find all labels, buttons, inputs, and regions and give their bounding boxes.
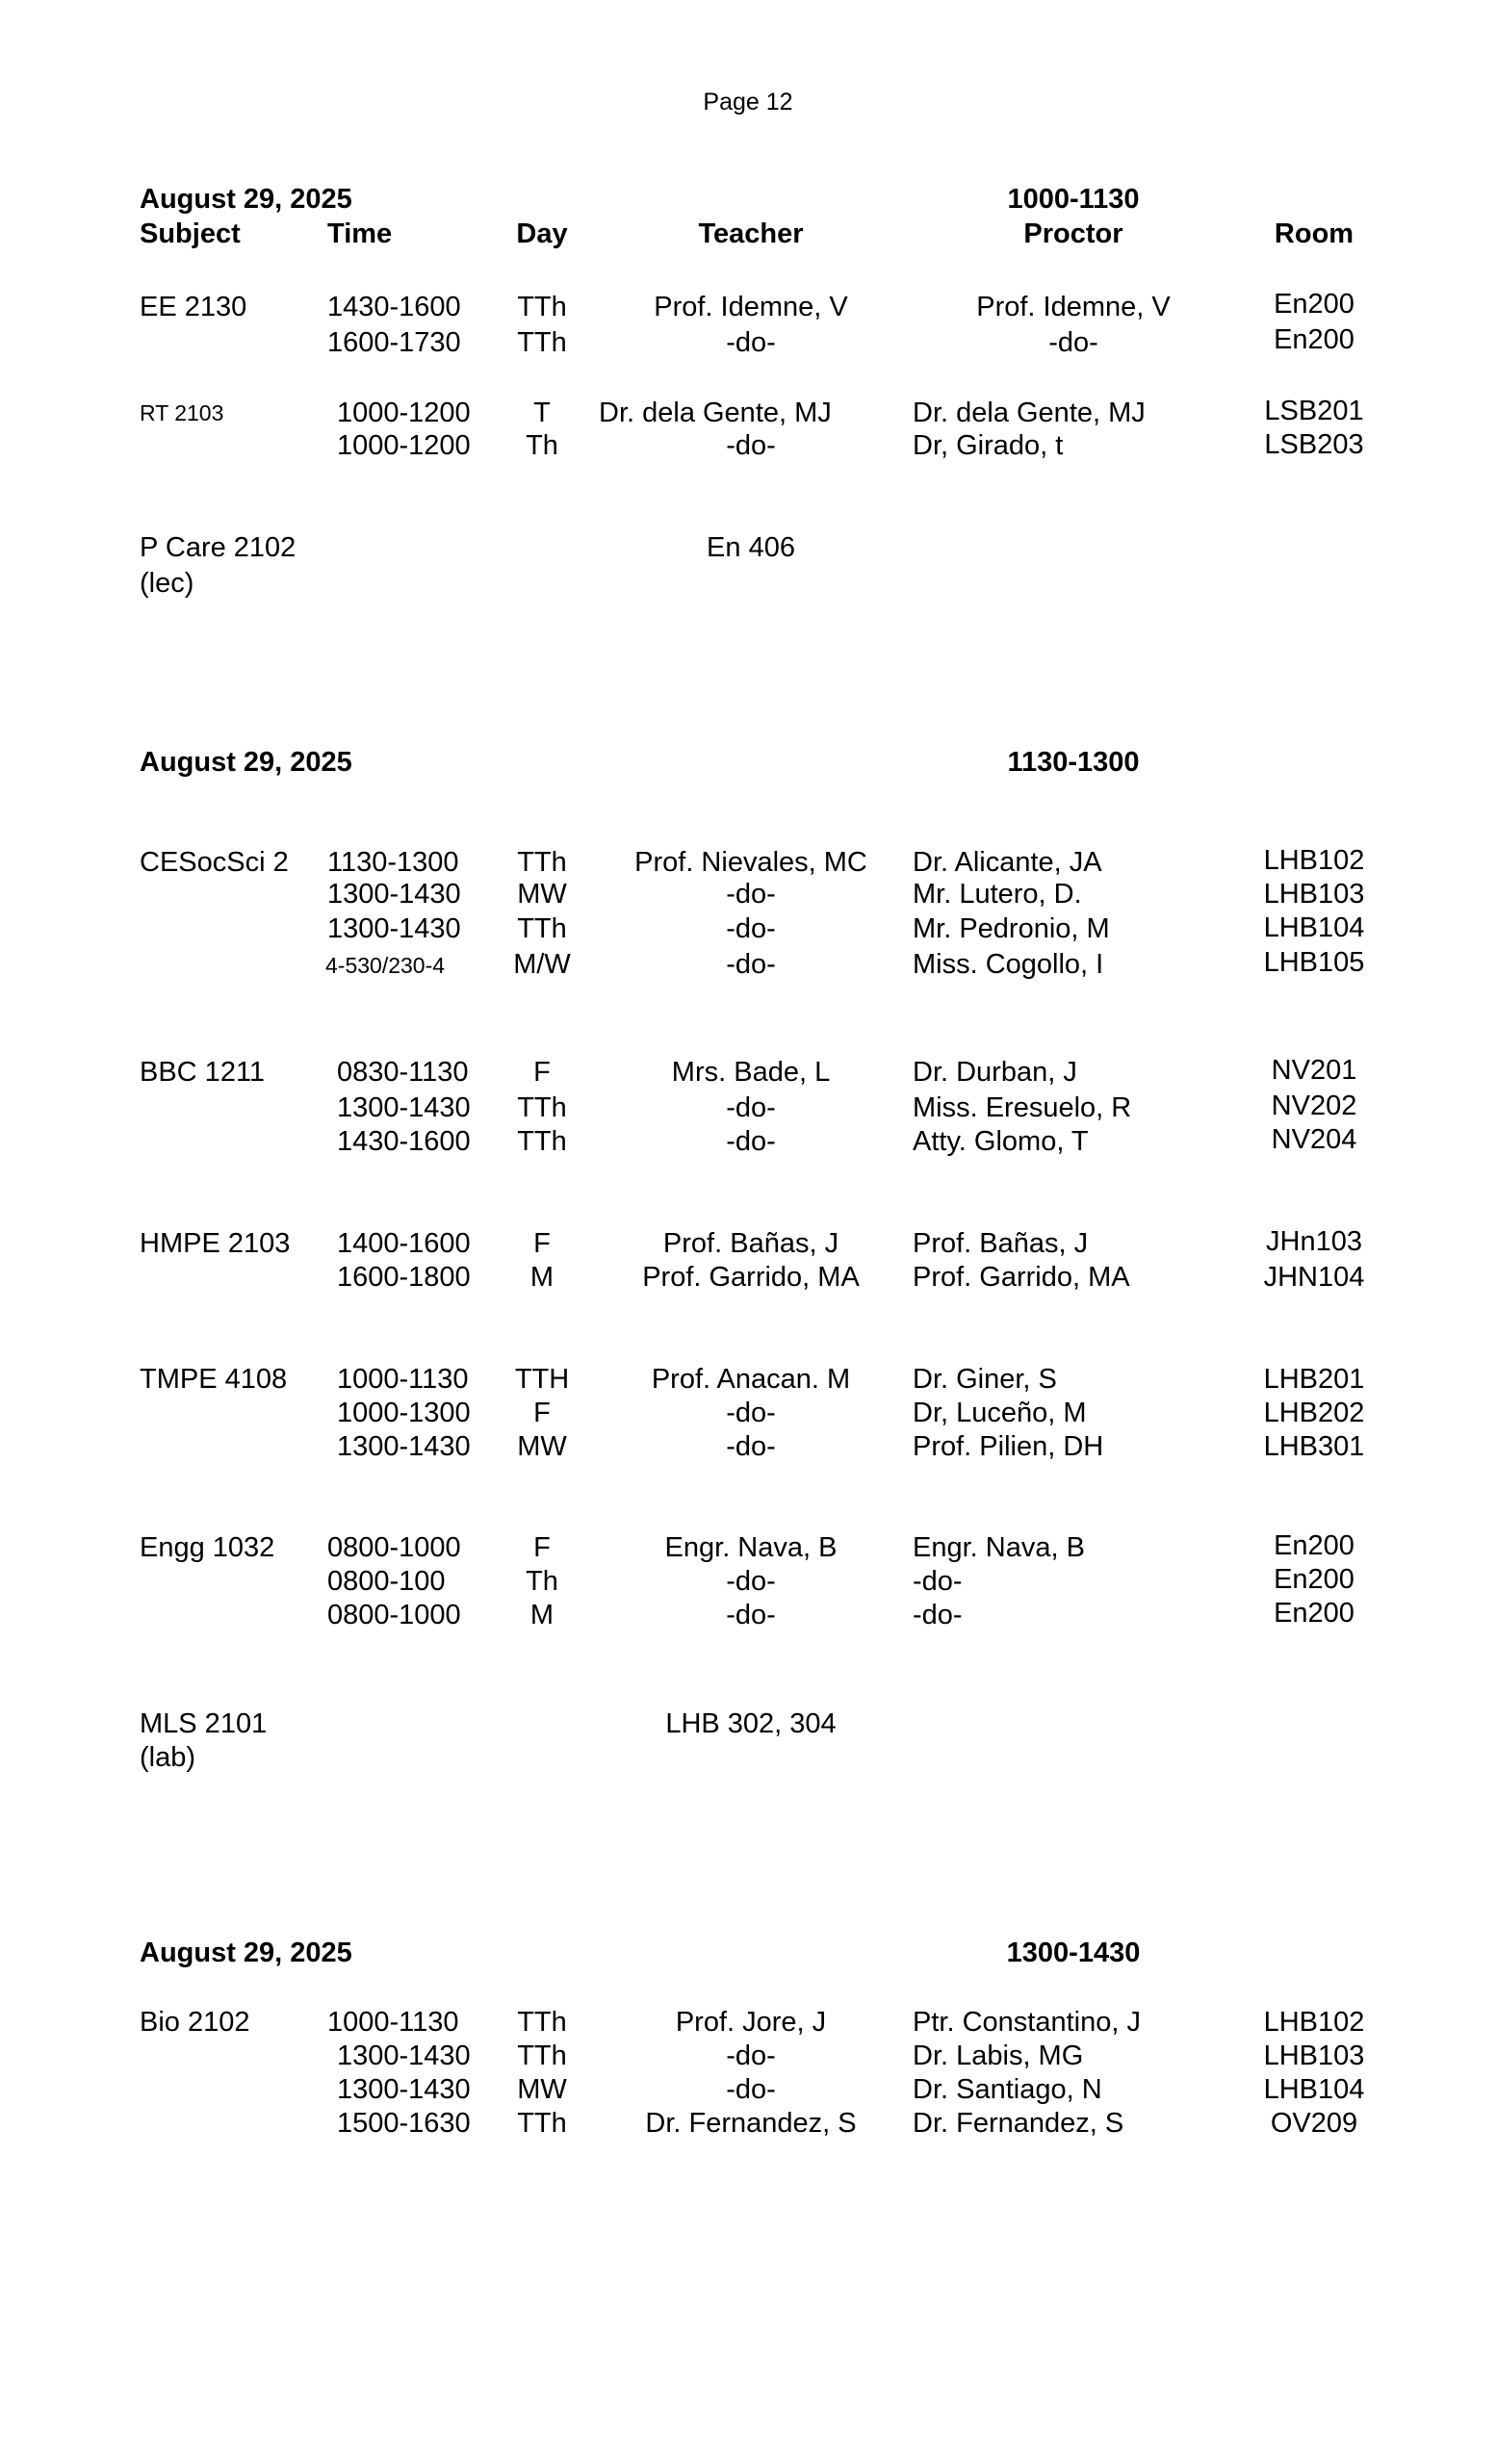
- row-room: LHB202: [1263, 1398, 1365, 1428]
- row-proctor: Atty. Glomo, T: [913, 1126, 1089, 1157]
- row-proctor: Prof. Idemne, V: [976, 292, 1171, 322]
- row-teacher: -do-: [726, 2040, 776, 2071]
- header-proctor: Proctor: [1023, 218, 1123, 249]
- row-room: JHn103: [1266, 1226, 1362, 1257]
- course-subject: TMPE 4108: [140, 1364, 288, 1395]
- row-day: M: [529, 1262, 555, 1293]
- row-teacher: Prof. Anacan. M: [651, 1364, 851, 1395]
- row-room: En200: [1274, 289, 1354, 320]
- row-proctor: Prof. Pilien, DH: [913, 1431, 1104, 1462]
- row-room: LHB103: [1263, 2040, 1365, 2071]
- block-date: August 29, 2025: [140, 184, 352, 215]
- row-proctor: Dr. Labis, MG: [913, 2040, 1084, 2071]
- row-room: LHB104: [1263, 912, 1365, 943]
- row-room: NV202: [1271, 1091, 1357, 1121]
- row-teacher: -do-: [726, 1126, 776, 1157]
- row-day: TTh: [517, 2007, 567, 2038]
- row-teacher: -do-: [726, 2074, 776, 2105]
- row-room: NV204: [1271, 1124, 1357, 1155]
- row-room: LHB104: [1263, 2074, 1365, 2105]
- row-room: LHB102: [1263, 2007, 1365, 2038]
- row-room: JHN104: [1263, 1262, 1365, 1293]
- row-teacher: Dr. Fernandez, S: [645, 2108, 857, 2139]
- row-time: 1500-1630: [337, 2108, 471, 2139]
- row-teacher: -do-: [726, 1398, 776, 1428]
- row-time: 1400-1600: [337, 1228, 471, 1259]
- row-proctor: -do-: [1048, 327, 1098, 358]
- row-time: 1600-1800: [337, 1262, 471, 1293]
- course-subject: CESocSci 2: [140, 847, 289, 878]
- header-day: Day: [516, 218, 568, 249]
- block-time-slot: 1000-1130: [1007, 184, 1140, 215]
- course-subject: MLS 2101: [140, 1708, 268, 1739]
- row-proctor: Dr. dela Gente, MJ: [913, 398, 1146, 428]
- row-proctor: Dr. Fernandez, S: [913, 2108, 1124, 2139]
- header-time: Time: [327, 218, 393, 249]
- row-time: 0800-1000: [327, 1532, 461, 1563]
- row-teacher: -do-: [726, 1431, 776, 1462]
- row-time: 0800-100: [327, 1566, 446, 1597]
- row-time: 1130-1300: [327, 847, 459, 878]
- row-day: TTh: [517, 913, 567, 944]
- row-proctor: Miss. Cogollo, I: [913, 949, 1104, 980]
- row-day: F: [533, 1532, 551, 1563]
- row-time: 1000-1300: [337, 1398, 471, 1428]
- row-time: 1300-1430: [327, 879, 461, 910]
- header-room: Room: [1274, 218, 1354, 249]
- row-room: En200: [1274, 1598, 1354, 1629]
- row-proctor: Dr. Alicante, JA: [913, 847, 1102, 878]
- row-room: En200: [1274, 1530, 1354, 1561]
- block-time-slot: 1130-1300: [1007, 747, 1140, 778]
- row-proctor: Dr, Luceño, M: [913, 1398, 1087, 1428]
- row-room: NV201: [1271, 1055, 1357, 1086]
- block-date: August 29, 2025: [140, 747, 352, 778]
- row-time: 4-530/230-4: [325, 953, 446, 978]
- row-day: MW: [517, 879, 567, 910]
- row-time: 0800-1000: [327, 1600, 461, 1630]
- row-teacher: Dr. dela Gente, MJ: [599, 398, 832, 428]
- page-number: Page 12: [703, 89, 793, 116]
- row-teacher: -do-: [726, 327, 776, 358]
- row-teacher: -do-: [726, 913, 776, 944]
- row-day: TTh: [517, 1092, 567, 1123]
- row-proctor: Dr, Girado, t: [913, 430, 1064, 461]
- course-subject: P Care 2102: [140, 532, 297, 563]
- row-day: Th: [526, 430, 558, 461]
- course-subject-note: (lec): [140, 568, 194, 599]
- row-day: TTh: [517, 2040, 567, 2071]
- row-day: F: [533, 1228, 551, 1259]
- course-subject: HMPE 2103: [140, 1228, 291, 1259]
- row-time: 1300-1430: [337, 1431, 471, 1462]
- row-teacher: Engr. Nava, B: [664, 1532, 838, 1563]
- header-subject: Subject: [140, 218, 241, 249]
- row-teacher: Prof. Bañas, J: [662, 1228, 839, 1259]
- row-day: TTh: [517, 2108, 567, 2139]
- row-time: 0830-1130: [337, 1057, 469, 1088]
- row-room: En200: [1274, 1564, 1354, 1595]
- row-proctor: Engr. Nava, B: [913, 1532, 1085, 1563]
- row-day: MW: [517, 1431, 567, 1462]
- row-day: TTH: [514, 1364, 570, 1395]
- row-proctor: Prof. Garrido, MA: [913, 1262, 1130, 1293]
- row-time: 1300-1430: [327, 913, 461, 944]
- row-proctor: Mr. Lutero, D.: [913, 879, 1082, 910]
- row-proctor: Dr. Santiago, N: [913, 2074, 1102, 2105]
- course-room-note: En 406: [707, 532, 795, 563]
- block-date: August 29, 2025: [140, 1938, 352, 1968]
- row-day: F: [533, 1057, 551, 1088]
- course-subject: EE 2130: [140, 292, 247, 322]
- row-teacher: -do-: [726, 1566, 776, 1597]
- row-teacher: Prof. Garrido, MA: [642, 1262, 860, 1293]
- row-room: OV209: [1270, 2108, 1358, 2139]
- row-time: 1300-1430: [337, 2040, 471, 2071]
- row-time: 1000-1200: [337, 430, 471, 461]
- course-subject: BBC 1211: [140, 1057, 266, 1088]
- row-room: LSB201: [1264, 396, 1364, 426]
- row-time: 1000-1130: [327, 2007, 459, 2038]
- row-proctor: Dr. Giner, S: [913, 1364, 1057, 1395]
- row-teacher: -do-: [726, 430, 776, 461]
- row-room: LHB103: [1263, 879, 1365, 910]
- row-time: 1300-1430: [337, 1092, 471, 1123]
- row-teacher: Mrs. Bade, L: [671, 1057, 831, 1088]
- row-time: 1300-1430: [337, 2074, 471, 2105]
- row-day: T: [533, 398, 551, 428]
- row-proctor: Dr. Durban, J: [913, 1057, 1077, 1088]
- row-time: 1000-1130: [337, 1364, 469, 1395]
- row-proctor: -do-: [913, 1600, 963, 1630]
- row-teacher: -do-: [726, 949, 776, 980]
- row-proctor: Prof. Bañas, J: [913, 1228, 1089, 1259]
- block-time-slot: 1300-1430: [1006, 1938, 1141, 1968]
- row-teacher: -do-: [726, 1092, 776, 1123]
- row-day: TTh: [517, 847, 567, 878]
- row-day: Th: [526, 1566, 558, 1597]
- row-day: TTh: [517, 327, 567, 358]
- row-teacher: Prof. Nievales, MC: [634, 847, 867, 878]
- row-time: 1600-1730: [327, 327, 461, 358]
- row-room: LHB201: [1263, 1364, 1365, 1395]
- course-subject-note: (lab): [140, 1742, 196, 1773]
- row-time: 1430-1600: [327, 292, 461, 322]
- row-teacher: Prof. Jore, J: [675, 2007, 827, 2038]
- header-teacher: Teacher: [698, 218, 804, 249]
- course-room-note: LHB 302, 304: [665, 1708, 837, 1739]
- row-room: LSB203: [1264, 429, 1364, 460]
- row-proctor: -do-: [913, 1566, 963, 1597]
- course-subject: RT 2103: [140, 400, 224, 425]
- row-proctor: Ptr. Constantino, J: [913, 2007, 1141, 2038]
- row-time: 1000-1200: [337, 398, 471, 428]
- row-day: TTh: [517, 292, 567, 322]
- row-proctor: Mr. Pedronio, M: [913, 913, 1110, 944]
- row-teacher: -do-: [726, 879, 776, 910]
- row-day: MW: [517, 2074, 567, 2105]
- row-room: LHB105: [1263, 947, 1365, 978]
- row-proctor: Miss. Eresuelo, R: [913, 1092, 1132, 1123]
- row-day: M: [529, 1600, 555, 1630]
- row-time: 1430-1600: [337, 1126, 471, 1157]
- row-room: LHB301: [1263, 1431, 1365, 1462]
- course-subject: Engg 1032: [140, 1532, 275, 1563]
- course-subject: Bio 2102: [140, 2007, 250, 2038]
- row-teacher: -do-: [726, 1600, 776, 1630]
- row-room: LHB102: [1263, 845, 1365, 876]
- row-day: F: [533, 1398, 551, 1428]
- row-day: TTh: [517, 1126, 567, 1157]
- row-room: En200: [1274, 324, 1354, 355]
- row-teacher: Prof. Idemne, V: [654, 292, 848, 322]
- row-day: M/W: [513, 949, 571, 980]
